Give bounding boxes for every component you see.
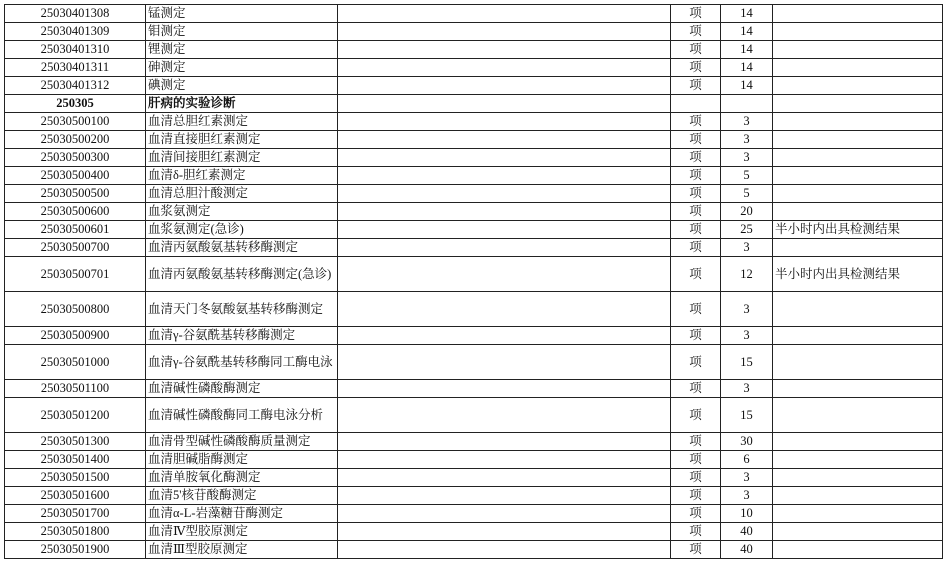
price-cell: 30 — [721, 433, 773, 451]
item-description-cell — [338, 345, 671, 380]
item-code-cell: 25030500400 — [5, 167, 146, 185]
table-row — [5, 451, 943, 469]
item-name-cell: 血清δ-胆红素测定 — [146, 167, 338, 185]
item-description-cell — [338, 95, 671, 113]
item-code-cell: 25030501900 — [5, 541, 146, 559]
item-name-cell: 血清Ⅳ型胶原测定 — [146, 523, 338, 541]
note-cell — [773, 239, 943, 257]
unit-cell: 项 — [671, 257, 721, 292]
unit-cell: 项 — [671, 345, 721, 380]
item-name-cell: 血浆氨测定 — [146, 203, 338, 221]
item-description-cell — [338, 113, 671, 131]
note-cell — [773, 541, 943, 559]
item-name-cell: 血清碱性磷酸酶同工酶电泳分析 — [146, 398, 338, 433]
note-cell — [773, 149, 943, 167]
unit-cell: 项 — [671, 469, 721, 487]
note-cell — [773, 451, 943, 469]
unit-cell: 项 — [671, 380, 721, 398]
note-cell — [773, 487, 943, 505]
item-name-cell: 血清丙氨酸氨基转移酶测定 — [146, 239, 338, 257]
note-cell — [773, 398, 943, 433]
unit-cell: 项 — [671, 23, 721, 41]
item-name-cell: 钼测定 — [146, 23, 338, 41]
unit-cell: 项 — [671, 185, 721, 203]
unit-cell: 项 — [671, 167, 721, 185]
price-cell: 40 — [721, 523, 773, 541]
item-code-cell: 25030500200 — [5, 131, 146, 149]
item-description-cell — [338, 257, 671, 292]
price-cell: 3 — [721, 487, 773, 505]
unit-cell: 项 — [671, 433, 721, 451]
item-name-cell: 血清单胺氧化酶测定 — [146, 469, 338, 487]
note-cell — [773, 23, 943, 41]
table-row — [5, 41, 943, 59]
price-cell: 14 — [721, 23, 773, 41]
item-name-cell: 血清5'核苷酸酶测定 — [146, 487, 338, 505]
price-cell: 20 — [721, 203, 773, 221]
item-description-cell — [338, 487, 671, 505]
item-code-cell: 25030500701 — [5, 257, 146, 292]
item-name-cell: 血清直接胆红素测定 — [146, 131, 338, 149]
price-cell: 10 — [721, 505, 773, 523]
item-description-cell — [338, 505, 671, 523]
item-code-cell: 25030500500 — [5, 185, 146, 203]
item-code-cell: 25030500600 — [5, 203, 146, 221]
item-code-cell: 25030501000 — [5, 345, 146, 380]
price-cell: 3 — [721, 131, 773, 149]
item-name-cell: 血清总胆汁酸测定 — [146, 185, 338, 203]
item-description-cell — [338, 5, 671, 23]
item-code-cell: 25030500800 — [5, 292, 146, 327]
item-name-cell: 肝病的实验诊断 — [146, 95, 338, 113]
price-cell — [721, 95, 773, 113]
price-cell: 14 — [721, 5, 773, 23]
item-code-cell: 25030401308 — [5, 5, 146, 23]
item-name-cell: 血清碱性磷酸酶测定 — [146, 380, 338, 398]
item-name-cell: 血清胆碱脂酶测定 — [146, 451, 338, 469]
note-cell: 半小时内出具检测结果 — [773, 221, 943, 239]
unit-cell: 项 — [671, 523, 721, 541]
unit-cell: 项 — [671, 487, 721, 505]
item-name-cell: 碘测定 — [146, 77, 338, 95]
price-cell: 15 — [721, 345, 773, 380]
unit-cell: 项 — [671, 59, 721, 77]
note-cell — [773, 505, 943, 523]
item-code-cell: 25030401312 — [5, 77, 146, 95]
table-row — [5, 433, 943, 451]
table-row — [5, 257, 943, 292]
note-cell — [773, 433, 943, 451]
item-name-cell: 锂测定 — [146, 41, 338, 59]
item-description-cell — [338, 221, 671, 239]
unit-cell: 项 — [671, 77, 721, 95]
price-cell: 3 — [721, 469, 773, 487]
table-row — [5, 149, 943, 167]
unit-cell: 项 — [671, 505, 721, 523]
note-cell — [773, 59, 943, 77]
table-row — [5, 167, 943, 185]
table-row — [5, 345, 943, 380]
table-row — [5, 113, 943, 131]
table-row — [5, 523, 943, 541]
item-name-cell: 血清天门冬氨酸氨基转移酶测定 — [146, 292, 338, 327]
price-cell: 6 — [721, 451, 773, 469]
note-cell — [773, 95, 943, 113]
item-description-cell — [338, 59, 671, 77]
item-name-cell: 血清γ-谷氨酰基转移酶同工酶电泳 — [146, 345, 338, 380]
price-cell: 14 — [721, 59, 773, 77]
item-code-cell: 25030501700 — [5, 505, 146, 523]
table-row — [5, 203, 943, 221]
table-row — [5, 541, 943, 559]
item-description-cell — [338, 469, 671, 487]
note-cell — [773, 113, 943, 131]
item-code-cell: 25030501100 — [5, 380, 146, 398]
note-cell — [773, 327, 943, 345]
price-table — [4, 4, 943, 559]
note-cell — [773, 131, 943, 149]
unit-cell: 项 — [671, 239, 721, 257]
item-description-cell — [338, 131, 671, 149]
item-description-cell — [338, 239, 671, 257]
unit-cell: 项 — [671, 5, 721, 23]
item-code-cell: 250305 — [5, 95, 146, 113]
item-code-cell: 25030501400 — [5, 451, 146, 469]
note-cell — [773, 203, 943, 221]
item-name-cell: 锰测定 — [146, 5, 338, 23]
price-cell: 3 — [721, 239, 773, 257]
price-cell: 3 — [721, 327, 773, 345]
table-row — [5, 131, 943, 149]
item-name-cell: 砷测定 — [146, 59, 338, 77]
item-code-cell: 25030501200 — [5, 398, 146, 433]
unit-cell: 项 — [671, 451, 721, 469]
item-description-cell — [338, 292, 671, 327]
item-description-cell — [338, 41, 671, 59]
price-cell: 12 — [721, 257, 773, 292]
item-code-cell: 25030500601 — [5, 221, 146, 239]
item-description-cell — [338, 185, 671, 203]
price-cell: 3 — [721, 113, 773, 131]
table-row — [5, 505, 943, 523]
item-description-cell — [338, 77, 671, 95]
unit-cell — [671, 95, 721, 113]
unit-cell: 项 — [671, 41, 721, 59]
note-cell — [773, 77, 943, 95]
table-row — [5, 5, 943, 23]
item-name-cell: 血清α-L-岩藻糖苷酶测定 — [146, 505, 338, 523]
item-code-cell: 25030500300 — [5, 149, 146, 167]
unit-cell: 项 — [671, 541, 721, 559]
price-cell: 3 — [721, 149, 773, 167]
item-description-cell — [338, 203, 671, 221]
note-cell — [773, 380, 943, 398]
item-code-cell: 25030501500 — [5, 469, 146, 487]
note-cell — [773, 469, 943, 487]
unit-cell: 项 — [671, 149, 721, 167]
unit-cell: 项 — [671, 203, 721, 221]
item-code-cell: 25030401310 — [5, 41, 146, 59]
price-cell: 5 — [721, 167, 773, 185]
item-description-cell — [338, 167, 671, 185]
item-description-cell — [338, 149, 671, 167]
price-cell: 5 — [721, 185, 773, 203]
item-description-cell — [338, 433, 671, 451]
item-code-cell: 25030501800 — [5, 523, 146, 541]
item-description-cell — [338, 451, 671, 469]
price-cell: 40 — [721, 541, 773, 559]
unit-cell: 项 — [671, 221, 721, 239]
unit-cell: 项 — [671, 131, 721, 149]
unit-cell: 项 — [671, 113, 721, 131]
item-description-cell — [338, 541, 671, 559]
table-row — [5, 23, 943, 41]
table-row — [5, 77, 943, 95]
table-row — [5, 239, 943, 257]
table-row — [5, 469, 943, 487]
table-row — [5, 221, 943, 239]
price-cell: 14 — [721, 77, 773, 95]
note-cell — [773, 5, 943, 23]
unit-cell: 项 — [671, 327, 721, 345]
note-cell — [773, 345, 943, 380]
item-code-cell: 25030501600 — [5, 487, 146, 505]
price-table-body — [5, 5, 943, 559]
price-cell: 3 — [721, 292, 773, 327]
note-cell — [773, 523, 943, 541]
item-name-cell: 血清Ⅲ型胶原测定 — [146, 541, 338, 559]
table-row — [5, 185, 943, 203]
table-row — [5, 292, 943, 327]
item-name-cell: 血浆氨测定(急诊) — [146, 221, 338, 239]
item-code-cell: 25030401311 — [5, 59, 146, 77]
note-cell — [773, 292, 943, 327]
unit-cell: 项 — [671, 292, 721, 327]
unit-cell: 项 — [671, 398, 721, 433]
item-code-cell: 25030401309 — [5, 23, 146, 41]
price-cell: 25 — [721, 221, 773, 239]
item-description-cell — [338, 327, 671, 345]
item-description-cell — [338, 23, 671, 41]
price-cell: 15 — [721, 398, 773, 433]
item-code-cell: 25030500900 — [5, 327, 146, 345]
item-name-cell: 血清丙氨酸氨基转移酶测定(急诊) — [146, 257, 338, 292]
note-cell — [773, 185, 943, 203]
item-code-cell: 25030501300 — [5, 433, 146, 451]
item-name-cell: 血清骨型碱性磷酸酶质量测定 — [146, 433, 338, 451]
item-code-cell: 25030500100 — [5, 113, 146, 131]
item-description-cell — [338, 380, 671, 398]
item-description-cell — [338, 523, 671, 541]
item-code-cell: 25030500700 — [5, 239, 146, 257]
item-description-cell — [338, 398, 671, 433]
table-row — [5, 398, 943, 433]
section-header-row — [5, 95, 943, 113]
price-cell: 3 — [721, 380, 773, 398]
note-cell — [773, 167, 943, 185]
table-row — [5, 380, 943, 398]
table-row — [5, 327, 943, 345]
table-row — [5, 487, 943, 505]
note-cell — [773, 41, 943, 59]
item-name-cell: 血清间接胆红素测定 — [146, 149, 338, 167]
table-row — [5, 59, 943, 77]
price-cell: 14 — [721, 41, 773, 59]
item-name-cell: 血清总胆红素测定 — [146, 113, 338, 131]
item-name-cell: 血清γ-谷氨酰基转移酶测定 — [146, 327, 338, 345]
note-cell: 半小时内出具检测结果 — [773, 257, 943, 292]
